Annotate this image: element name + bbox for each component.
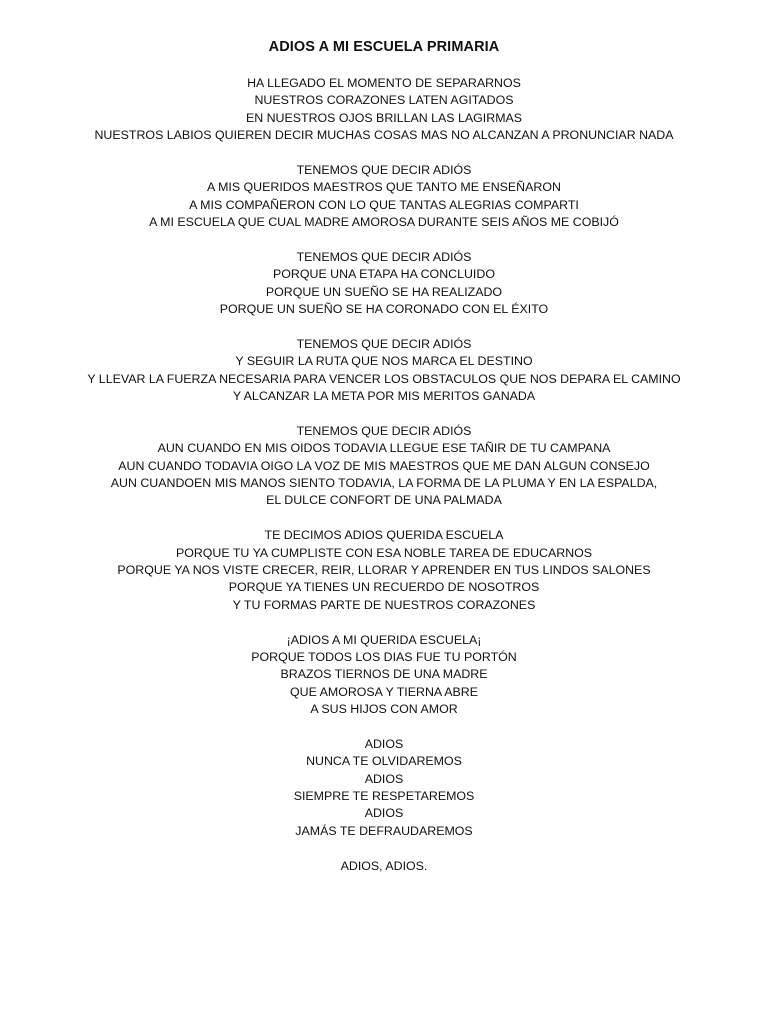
poem-stanza <box>0 75 768 145</box>
poem-stanza <box>0 423 768 510</box>
poem-stanza <box>0 162 768 232</box>
poem-line: EL DULCE CONFORT DE UNA PALMADA <box>266 493 502 508</box>
poem-stanza <box>0 249 768 319</box>
poem-line: SIEMPRE TE RESPETAREMOS <box>293 789 475 804</box>
poem-line: JAMÁS TE DEFRAUDAREMOS <box>295 823 473 838</box>
poem-line: A MIS QUERIDOS MAESTROS QUE TANTO ME ENSEÑARON <box>207 180 561 195</box>
poem-line: ADIOS, ADIOS. <box>340 858 428 873</box>
poem-line: Y LLEVAR LA FUERZA NECESARIA PARA VENCER LOS OBSTACULOS QUE NOS DEPARA EL CAMINO <box>87 371 681 386</box>
poem-body <box>0 75 768 892</box>
poem-line: ¡ADIOS A MI QUERIDA ESCUELA¡ <box>286 632 482 647</box>
poem-stanza <box>0 527 768 614</box>
poem-line: PORQUE TU YA CUMPLISTE CON ESA NOBLE TAREA DE EDUCARNOS <box>175 545 593 560</box>
poem-line: TENEMOS QUE DECIR ADIÓS <box>296 336 472 351</box>
poem-line: NUESTROS LABIOS QUIEREN DECIR MUCHAS COSAS MAS NO ALCANZAN A PRONUNCIAR NADA <box>94 128 674 143</box>
poem-line: PORQUE YA NOS VISTE CRECER, REIR, LLORAR Y APRENDER EN TUS LINDOS SALONES <box>117 562 651 577</box>
poem-line: A MIS COMPAÑERON CON LO QUE TANTAS ALEGRIAS COMPARTI <box>189 197 579 212</box>
poem-line: ADIOS <box>364 806 404 821</box>
poem-line: PORQUE UN SUEÑO SE HA CORONADO CON EL ÉXITO <box>219 302 549 317</box>
poem-line: HA LLEGADO EL MOMENTO DE SEPARARNOS <box>247 76 521 90</box>
poem-line: PORQUE YA TIENES UN RECUERDO DE NOSOTROS <box>228 580 540 595</box>
page-title: ADIOS A MI ESCUELA PRIMARIA <box>268 39 500 55</box>
poem-line: NUNCA TE OLVIDAREMOS <box>306 754 462 769</box>
poem-line: Y TU FORMAS PARTE DE NUESTROS CORAZONES <box>232 597 536 612</box>
poem-line: NUESTROS CORAZONES LATEN AGITADOS <box>254 93 514 108</box>
poem-line: TE DECIMOS ADIOS QUERIDA ESCUELA <box>264 528 504 543</box>
poem-stanza <box>0 336 768 406</box>
poem-stanza <box>0 632 768 719</box>
poem-line: A MI ESCUELA QUE CUAL MADRE AMOROSA DURANTE SEIS AÑOS ME COBIJÓ <box>149 215 619 230</box>
poem-line: QUE AMOROSA Y TIERNA ABRE <box>290 684 478 699</box>
poem-line: AUN CUANDOEN MIS MANOS SIENTO TODAVIA, LA FORMA DE LA PLUMA Y EN LA ESPALDA, <box>110 475 658 490</box>
poem-line: Y SEGUIR LA RUTA QUE NOS MARCA EL DESTINO <box>235 354 533 369</box>
poem-stanza <box>0 736 768 840</box>
poem-line: PORQUE UN SUEÑO SE HA REALIZADO <box>265 284 503 299</box>
poem-line: BRAZOS TIERNOS DE UNA MADRE <box>280 667 488 682</box>
poem-line: EN NUESTROS OJOS BRILLAN LAS LAGIRMAS <box>245 110 523 125</box>
poem-line: Y ALCANZAR LA META POR MIS MERITOS GANADA <box>232 389 536 404</box>
poem-line: AUN CUANDO TODAVIA OIGO LA VOZ DE MIS MAESTROS QUE ME DAN ALGUN CONSEJO <box>118 458 650 473</box>
poem-stanza <box>0 858 768 875</box>
poem-line: PORQUE TODOS LOS DIAS FUE TU PORTÓN <box>251 649 517 664</box>
poem-line: PORQUE UNA ETAPA HA CONCLUIDO <box>273 267 495 282</box>
poem-line: TENEMOS QUE DECIR ADIÓS <box>296 423 472 438</box>
poem-line: AUN CUANDO EN MIS OIDOS TODAVIA LLEGUE ESE TAÑIR DE TU CAMPANA <box>157 441 611 456</box>
poem-line: ADIOS <box>364 736 404 751</box>
poem-line: TENEMOS QUE DECIR ADIÓS <box>296 162 472 177</box>
poem-line: ADIOS <box>364 771 404 786</box>
poem-line: A SUS HIJOS CON AMOR <box>310 702 458 717</box>
poem-line: TENEMOS QUE DECIR ADIÓS <box>296 249 472 264</box>
